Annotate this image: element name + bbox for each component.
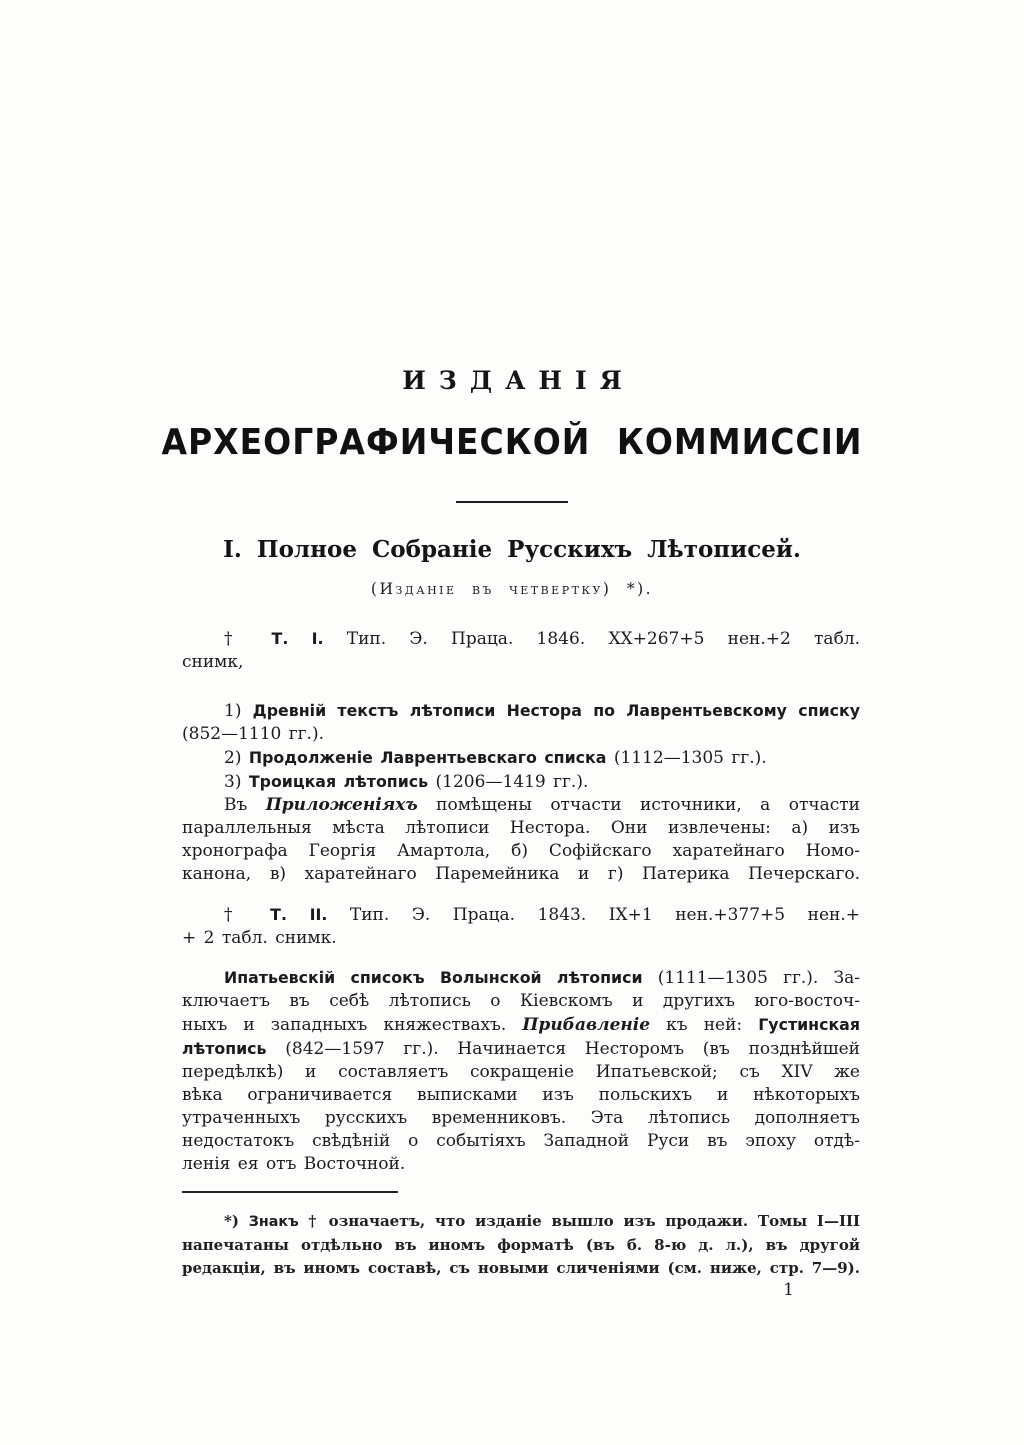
- text-line: [182, 863, 860, 886]
- body-text: (1111—1305 гг.). За-: [642, 968, 860, 988]
- emphasis-text: Т. II.: [270, 905, 328, 924]
- text-line: [182, 723, 860, 746]
- text-line: [182, 990, 860, 1013]
- body-text: ленія ея отъ Восточной.: [182, 1154, 406, 1174]
- text-line: [182, 1084, 860, 1107]
- italic-emphasis-text: Приложеніяхъ: [265, 795, 418, 815]
- body-text: напечатаны отдѣльно въ иномъ форматѣ (въ б. 8-ю д. л.), въ другой: [182, 1236, 860, 1254]
- body-text: + 2 табл. снимк.: [182, 928, 337, 948]
- text-line: [182, 651, 860, 674]
- body-text: (1112—1305 гг.).: [606, 748, 767, 768]
- footnote-divider: [182, 1191, 398, 1193]
- body-text: ныхъ и западныхъ княжествахъ.: [182, 1015, 523, 1035]
- body-text: редакціи, въ иномъ составѣ, съ новыми сличеніями (см. ниже, стр. 7—9).: [182, 1259, 860, 1277]
- text-line: [182, 903, 860, 927]
- page-title: АРХЕОГРАФИЧЕСКОЙ КОММИССІИ: [161, 420, 863, 463]
- body-text: 1): [224, 701, 253, 721]
- body-text: *): [224, 1212, 249, 1230]
- text-line: [182, 699, 860, 723]
- body-text: † означаетъ, что изданіе вышло изъ продажи. Томы I—III: [298, 1212, 860, 1230]
- italic-emphasis-text: Прибавленіе: [522, 1015, 651, 1035]
- title-divider: [456, 501, 568, 503]
- text-line: [182, 1153, 860, 1176]
- text-line: [182, 1130, 860, 1153]
- text-line: [182, 817, 860, 840]
- text-line: [182, 1061, 860, 1084]
- body-text: вѣка ограничивается выписками изъ польскихъ и нѣкоторыхъ: [182, 1085, 860, 1105]
- emphasis-text: Троицкая лѣтопись: [248, 772, 429, 791]
- body-text: недостатокъ свѣдѣній о событіяхъ Западной Руси въ эпоху отдѣ-: [182, 1131, 860, 1151]
- page-number: 1: [783, 1280, 794, 1300]
- body-text: Тип. Э. Праца. 1843. IX+1 нен.+377+5 нен.+: [327, 905, 860, 925]
- paragraph: [182, 794, 860, 886]
- text-line: [182, 966, 860, 990]
- body-text: Тип. Э. Праца. 1846. XX+267+5 нен.+2 табл.: [323, 629, 861, 649]
- body-text: помѣщены отчасти источники, а отчасти: [417, 795, 860, 815]
- paragraph: [182, 770, 860, 794]
- emphasis-text: Ипатьевскій списокъ Волынской лѣтописи: [224, 968, 643, 987]
- body-text: (842—1597 гг.). Начинается Несторомъ (въ позднѣйшей: [266, 1039, 860, 1059]
- paragraph: [182, 627, 860, 674]
- title-block: [0, 0, 1024, 503]
- body-text: †: [224, 629, 272, 649]
- body-text: канона, в) харатейнаго Паремейника и г) Патерика Печерскаго.: [182, 864, 860, 884]
- body-text: ключаетъ въ себѣ лѣтопись о Кіевскомъ и другихъ юго-восточ-: [182, 991, 860, 1011]
- text-line: [182, 1013, 860, 1037]
- text-line: [182, 1234, 860, 1257]
- body-text: (1206—1419 гг.).: [428, 772, 589, 792]
- body-text: 2): [224, 748, 249, 768]
- body-content: [182, 627, 860, 1176]
- paragraph: [182, 699, 860, 746]
- text-line: [182, 1210, 860, 1234]
- text-line: [182, 794, 860, 817]
- text-line: [182, 1037, 860, 1061]
- emphasis-text: Знакъ: [248, 1214, 299, 1230]
- body-text: къ ней:: [650, 1015, 759, 1035]
- emphasis-text: лѣтопись: [182, 1039, 267, 1058]
- series-title: ИЗДАНІЯ: [402, 366, 635, 395]
- text-line: [182, 840, 860, 863]
- emphasis-text: Древній текстъ лѣтописи Нестора по Лаврентьевскому списку: [252, 701, 860, 720]
- body-text: Въ: [224, 795, 266, 815]
- text-line: [182, 746, 860, 770]
- text-line: [182, 770, 860, 794]
- text-line: [182, 927, 860, 950]
- footnote: [182, 1210, 860, 1280]
- body-text: параллельныя мѣста лѣтописи Нестора. Они извлечены: а) изъ: [182, 818, 860, 838]
- section-heading: I. Полное Собраніе Русскихъ Лѣтописей.: [223, 536, 801, 563]
- paragraph: [182, 746, 860, 770]
- text-line: [182, 1257, 860, 1280]
- body-text: 3): [224, 772, 249, 792]
- body-text: (852—1110 гг.).: [182, 724, 325, 744]
- paragraph: [182, 1210, 860, 1280]
- body-text: утраченныхъ русскихъ временниковъ. Эта лѣтопись дополняетъ: [182, 1108, 860, 1128]
- emphasis-text: Т. I.: [271, 629, 324, 648]
- text-line: [182, 1107, 860, 1130]
- text-line: [182, 627, 860, 651]
- emphasis-text: Густинская: [758, 1015, 860, 1034]
- emphasis-text: Продолженіе Лаврентьевскаго списка: [248, 748, 607, 767]
- section-subheading: (Изданіе въ четвертку) *).: [370, 580, 654, 598]
- body-text: хронографа Георгія Амартола, б) Софійскаго харатейнаго Номо-: [182, 841, 860, 861]
- paragraph: [182, 903, 860, 950]
- paragraph: [182, 966, 860, 1176]
- body-text: снимк,: [182, 652, 244, 672]
- body-text: передѣлкѣ) и составляетъ сокращеніе Ипатьевской; съ XIV же: [182, 1062, 860, 1082]
- body-text: †: [224, 905, 271, 925]
